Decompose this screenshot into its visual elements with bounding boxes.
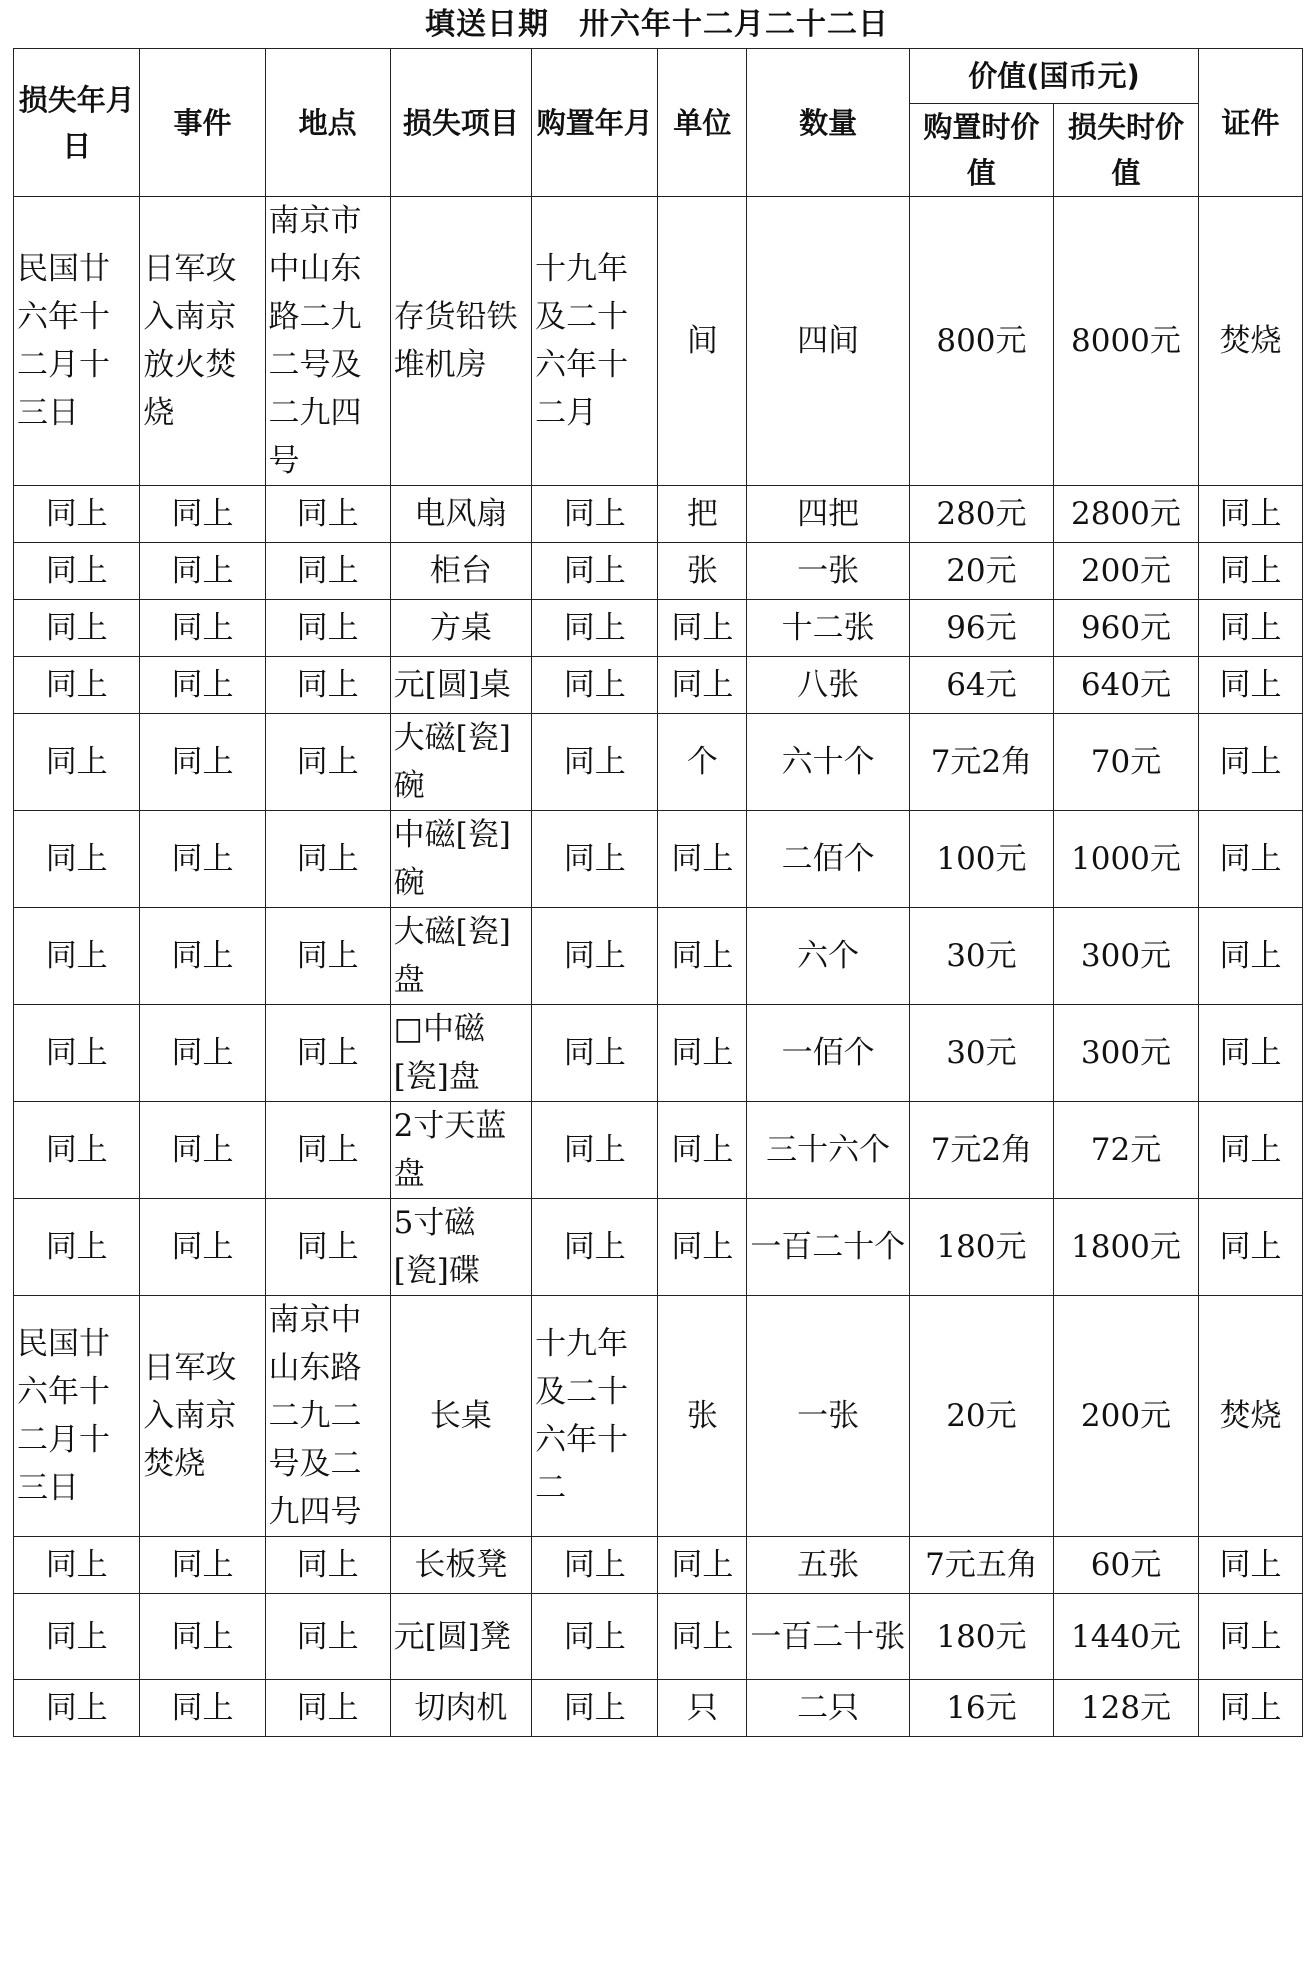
table-row <box>14 486 1303 543</box>
cell-loss-date: 同上 <box>14 1102 140 1199</box>
cell-value-at-loss: 1000元 <box>1053 811 1198 908</box>
cell-item: 方桌 <box>390 600 531 657</box>
cell-unit: 间 <box>658 197 747 486</box>
cell-unit: 同上 <box>658 1102 747 1199</box>
col-proof: 证件 <box>1199 49 1303 197</box>
table-row <box>14 1199 1303 1296</box>
cell-value-at-purchase: 180元 <box>909 1199 1053 1296</box>
table-row <box>14 600 1303 657</box>
cell-proof: 同上 <box>1199 1199 1303 1296</box>
cell-place: 同上 <box>265 1102 390 1199</box>
cell-event: 同上 <box>140 657 265 714</box>
cell-proof: 同上 <box>1199 1102 1303 1199</box>
cell-quantity: 四把 <box>747 486 910 543</box>
cell-item: 存货铅铁堆机房 <box>390 197 531 486</box>
cell-value-at-purchase: 20元 <box>909 543 1053 600</box>
cell-value-at-purchase: 7元2角 <box>909 1102 1053 1199</box>
cell-value-at-loss: 300元 <box>1053 908 1198 1005</box>
col-value-group: 价值(国币元) <box>909 49 1198 104</box>
cell-event: 同上 <box>140 486 265 543</box>
cell-unit: 只 <box>658 1680 747 1737</box>
cell-event: 同上 <box>140 1199 265 1296</box>
cell-proof: 同上 <box>1199 1537 1303 1594</box>
cell-event: 同上 <box>140 1005 265 1102</box>
col-value-at-loss: 损失时价值 <box>1053 104 1198 197</box>
cell-item: □中磁[瓷]盘 <box>390 1005 531 1102</box>
table-row <box>14 1102 1303 1199</box>
cell-value-at-purchase: 180元 <box>909 1594 1053 1680</box>
cell-place: 同上 <box>265 600 390 657</box>
cell-loss-date: 同上 <box>14 600 140 657</box>
cell-unit: 同上 <box>658 1594 747 1680</box>
cell-quantity: 一百二十张 <box>747 1594 910 1680</box>
cell-value-at-purchase: 30元 <box>909 908 1053 1005</box>
cell-loss-date: 同上 <box>14 811 140 908</box>
cell-item: 元[圆]凳 <box>390 1594 531 1680</box>
cell-value-at-purchase: 800元 <box>909 197 1053 486</box>
cell-value-at-loss: 72元 <box>1053 1102 1198 1199</box>
table-row <box>14 657 1303 714</box>
cell-unit: 同上 <box>658 811 747 908</box>
cell-purchase-date: 同上 <box>532 811 658 908</box>
cell-quantity: 五张 <box>747 1537 910 1594</box>
table-row <box>14 1680 1303 1737</box>
cell-proof: 焚烧 <box>1199 1296 1303 1537</box>
fill-date-value: 卅六年十二月二十二日 <box>579 7 889 42</box>
table-row <box>14 1537 1303 1594</box>
cell-event: 同上 <box>140 1594 265 1680</box>
cell-unit: 同上 <box>658 1005 747 1102</box>
cell-quantity: 四间 <box>747 197 910 486</box>
cell-place: 南京中山东路二九二号及二九四号 <box>265 1296 390 1537</box>
cell-quantity: 一佰个 <box>747 1005 910 1102</box>
cell-loss-date: 同上 <box>14 1594 140 1680</box>
cell-loss-date: 民国廿六年十二月十三日 <box>14 197 140 486</box>
cell-purchase-date: 同上 <box>532 1005 658 1102</box>
cell-place: 同上 <box>265 543 390 600</box>
cell-purchase-date: 同上 <box>532 908 658 1005</box>
cell-unit: 同上 <box>658 657 747 714</box>
cell-item: 长桌 <box>390 1296 531 1537</box>
cell-loss-date: 同上 <box>14 714 140 811</box>
cell-loss-date: 同上 <box>14 1005 140 1102</box>
cell-value-at-loss: 640元 <box>1053 657 1198 714</box>
cell-unit: 把 <box>658 486 747 543</box>
table-row <box>14 543 1303 600</box>
loss-table <box>13 48 1303 1737</box>
cell-loss-date: 民国廿六年十二月十三日 <box>14 1296 140 1537</box>
table-row <box>14 714 1303 811</box>
cell-proof: 焚烧 <box>1199 197 1303 486</box>
cell-purchase-date: 同上 <box>532 1680 658 1737</box>
cell-unit: 同上 <box>658 908 747 1005</box>
cell-value-at-loss: 70元 <box>1053 714 1198 811</box>
cell-proof: 同上 <box>1199 714 1303 811</box>
cell-quantity: 一百二十个 <box>747 1199 910 1296</box>
cell-item: 电风扇 <box>390 486 531 543</box>
cell-loss-date: 同上 <box>14 657 140 714</box>
cell-item: 中磁[瓷]碗 <box>390 811 531 908</box>
cell-proof: 同上 <box>1199 600 1303 657</box>
cell-purchase-date: 同上 <box>532 486 658 543</box>
cell-place: 南京市中山东路二九二号及二九四号 <box>265 197 390 486</box>
cell-unit: 张 <box>658 543 747 600</box>
cell-purchase-date: 同上 <box>532 1199 658 1296</box>
cell-item: 切肉机 <box>390 1680 531 1737</box>
cell-loss-date: 同上 <box>14 486 140 543</box>
cell-purchase-date: 同上 <box>532 543 658 600</box>
cell-item: 5寸磁[瓷]碟 <box>390 1199 531 1296</box>
cell-value-at-purchase: 100元 <box>909 811 1053 908</box>
cell-value-at-purchase: 30元 <box>909 1005 1053 1102</box>
cell-loss-date: 同上 <box>14 1537 140 1594</box>
table-row <box>14 811 1303 908</box>
cell-unit: 张 <box>658 1296 747 1537</box>
cell-loss-date: 同上 <box>14 543 140 600</box>
col-item: 损失项目 <box>390 49 531 197</box>
cell-value-at-loss: 8000元 <box>1053 197 1198 486</box>
table-row <box>14 1005 1303 1102</box>
cell-proof: 同上 <box>1199 657 1303 714</box>
col-unit: 单位 <box>658 49 747 197</box>
cell-purchase-date: 同上 <box>532 600 658 657</box>
col-value-at-purchase: 购置时价值 <box>909 104 1053 197</box>
cell-unit: 个 <box>658 714 747 811</box>
cell-event: 同上 <box>140 543 265 600</box>
table-row <box>14 1296 1303 1537</box>
cell-value-at-purchase: 64元 <box>909 657 1053 714</box>
cell-value-at-purchase: 7元五角 <box>909 1537 1053 1594</box>
cell-place: 同上 <box>265 657 390 714</box>
cell-unit: 同上 <box>658 1537 747 1594</box>
cell-place: 同上 <box>265 811 390 908</box>
cell-value-at-loss: 1440元 <box>1053 1594 1198 1680</box>
cell-value-at-purchase: 20元 <box>909 1296 1053 1537</box>
cell-value-at-loss: 300元 <box>1053 1005 1198 1102</box>
cell-item: 大磁[瓷]碗 <box>390 714 531 811</box>
col-place: 地点 <box>265 49 390 197</box>
cell-item: 柜台 <box>390 543 531 600</box>
cell-proof: 同上 <box>1199 1594 1303 1680</box>
cell-item: 大磁[瓷]盘 <box>390 908 531 1005</box>
form-header <box>0 0 1314 50</box>
cell-item: 元[圆]桌 <box>390 657 531 714</box>
cell-purchase-date: 同上 <box>532 1594 658 1680</box>
cell-event: 同上 <box>140 1680 265 1737</box>
cell-unit: 同上 <box>658 600 747 657</box>
cell-proof: 同上 <box>1199 1005 1303 1102</box>
cell-event: 同上 <box>140 908 265 1005</box>
cell-event: 日军攻入南京焚烧 <box>140 1296 265 1537</box>
cell-proof: 同上 <box>1199 908 1303 1005</box>
cell-value-at-purchase: 7元2角 <box>909 714 1053 811</box>
table-row <box>14 908 1303 1005</box>
cell-loss-date: 同上 <box>14 908 140 1005</box>
cell-proof: 同上 <box>1199 811 1303 908</box>
table-row <box>14 1594 1303 1680</box>
cell-quantity: 三十六个 <box>747 1102 910 1199</box>
cell-place: 同上 <box>265 1005 390 1102</box>
cell-purchase-date: 十九年及二十六年十二月 <box>532 197 658 486</box>
cell-event: 同上 <box>140 1102 265 1199</box>
fill-date-label: 填送日期 <box>425 7 549 42</box>
cell-event: 同上 <box>140 811 265 908</box>
cell-place: 同上 <box>265 1594 390 1680</box>
cell-place: 同上 <box>265 486 390 543</box>
cell-quantity: 六十个 <box>747 714 910 811</box>
cell-quantity: 二只 <box>747 1680 910 1737</box>
cell-item: 2寸天蓝盘 <box>390 1102 531 1199</box>
cell-value-at-loss: 2800元 <box>1053 486 1198 543</box>
cell-event: 同上 <box>140 600 265 657</box>
col-date: 损失年月日 <box>14 49 140 197</box>
cell-value-at-loss: 200元 <box>1053 543 1198 600</box>
cell-event: 日军攻入南京放火焚烧 <box>140 197 265 486</box>
col-quantity: 数量 <box>747 49 910 197</box>
cell-quantity: 六个 <box>747 908 910 1005</box>
cell-value-at-purchase: 96元 <box>909 600 1053 657</box>
cell-value-at-loss: 128元 <box>1053 1680 1198 1737</box>
table-body <box>14 197 1303 1737</box>
cell-item: 长板凳 <box>390 1537 531 1594</box>
cell-loss-date: 同上 <box>14 1199 140 1296</box>
col-event: 事件 <box>140 49 265 197</box>
cell-value-at-loss: 960元 <box>1053 600 1198 657</box>
cell-loss-date: 同上 <box>14 1680 140 1737</box>
cell-quantity: 一张 <box>747 1296 910 1537</box>
cell-purchase-date: 同上 <box>532 1102 658 1199</box>
cell-value-at-loss: 200元 <box>1053 1296 1198 1537</box>
cell-place: 同上 <box>265 1199 390 1296</box>
table-row <box>14 197 1303 486</box>
col-purchase-date: 购置年月 <box>532 49 658 197</box>
cell-value-at-purchase: 280元 <box>909 486 1053 543</box>
cell-proof: 同上 <box>1199 1680 1303 1737</box>
cell-quantity: 十二张 <box>747 600 910 657</box>
cell-value-at-loss: 1800元 <box>1053 1199 1198 1296</box>
cell-value-at-purchase: 16元 <box>909 1680 1053 1737</box>
cell-quantity: 二佰个 <box>747 811 910 908</box>
cell-purchase-date: 同上 <box>532 714 658 811</box>
cell-place: 同上 <box>265 908 390 1005</box>
cell-value-at-loss: 60元 <box>1053 1537 1198 1594</box>
cell-place: 同上 <box>265 1680 390 1737</box>
cell-proof: 同上 <box>1199 486 1303 543</box>
table-header <box>14 49 1303 197</box>
cell-purchase-date: 同上 <box>532 657 658 714</box>
cell-unit: 同上 <box>658 1199 747 1296</box>
cell-event: 同上 <box>140 1537 265 1594</box>
cell-quantity: 一张 <box>747 543 910 600</box>
cell-place: 同上 <box>265 1537 390 1594</box>
cell-purchase-date: 十九年及二十六年十二 <box>532 1296 658 1537</box>
cell-quantity: 八张 <box>747 657 910 714</box>
cell-event: 同上 <box>140 714 265 811</box>
cell-place: 同上 <box>265 714 390 811</box>
cell-proof: 同上 <box>1199 543 1303 600</box>
cell-purchase-date: 同上 <box>532 1537 658 1594</box>
